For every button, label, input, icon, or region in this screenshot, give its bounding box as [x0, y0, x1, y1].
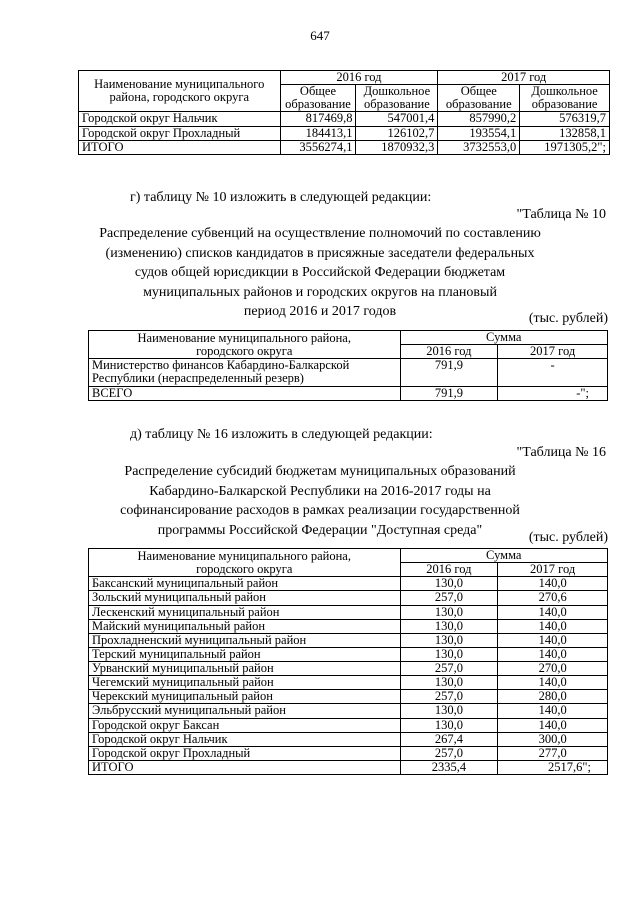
paragraph-g: г) таблицу № 10 изложить в следующей редакции:	[130, 190, 432, 205]
table-row: Министерство финансов Кабардино-Балкарской Республики (нераспределенный резерв) 791,9 -	[89, 359, 608, 386]
table10-header-name: Наименование муниципального района, городского округа	[89, 331, 401, 359]
table-row: Городской округ Нальчик 817469,8 547001,4 857990,2 576319,7	[79, 112, 610, 126]
table9-sub1: Общее образование	[280, 85, 356, 112]
table9-year1: 2016 год	[280, 71, 438, 85]
table9-sub3: Общее образование	[438, 85, 520, 112]
table9-sub4: Дошкольное образование	[520, 85, 610, 112]
table10-label: "Таблица № 10	[516, 207, 606, 222]
table-row: Майский муниципальный район 130,0 140,0	[89, 619, 608, 633]
table-row: Терский муниципальный район 130,0 140,0	[89, 647, 608, 661]
table-row: Эльбрусский муниципальный район 130,0 140,0	[89, 704, 608, 718]
table16-units: (тыс. рублей)	[528, 530, 608, 545]
table-row: ИТОГО 2335,4 2517,6";	[89, 760, 608, 774]
table-9	[78, 70, 610, 155]
table16-header-name: Наименование муниципального района, городского округа	[89, 549, 401, 577]
paragraph-d: д) таблицу № 16 изложить в следующей редакции:	[130, 427, 433, 442]
table10-units: (тыс. рублей)	[528, 311, 608, 326]
table16-label: "Таблица № 16	[516, 445, 606, 460]
table-row: Городской округ Нальчик 267,4 300,0	[89, 732, 608, 746]
table-row: Зольский муниципальный район 257,0 270,6	[89, 591, 608, 605]
table-row: Чегемский муниципальный район 130,0 140,0	[89, 676, 608, 690]
table-row: ВСЕГО 791,9 -";	[89, 386, 608, 400]
page-number: 647	[310, 28, 330, 43]
table-row: Лескенский муниципальный район 130,0 140,0	[89, 605, 608, 619]
table-row: Городской округ Прохладный 257,0 277,0	[89, 746, 608, 760]
table-row: Черекский муниципальный район 257,0 280,0	[89, 690, 608, 704]
table10-year2: 2017 год	[498, 345, 608, 359]
table9-sub2: Дошкольное образование	[356, 85, 438, 112]
table16-sum-header: Сумма	[400, 549, 608, 563]
table-10	[88, 330, 608, 401]
table-row: Баксанский муниципальный район 130,0 140,0	[89, 577, 608, 591]
table-16	[88, 548, 608, 775]
table16-year1: 2016 год	[400, 563, 498, 577]
table-row: Городской округ Прохладный 184413,1 126102,7 193554,1 132858,1	[79, 126, 610, 140]
table10-year1: 2016 год	[400, 345, 498, 359]
table-row: ИТОГО 3556274,1 1870932,3 3732553,0 1971305,2";	[79, 140, 610, 154]
table10-title: Распределение субвенций на осуществление полномочий по составлению (изменению) списков кандидатов в присяжные заседатели федеральных судов общей юрисдикции в Российской Федерации бюджетам муниципальных районов и городских округов на плановый период 2016 и 2017 годов	[99, 226, 541, 320]
table-row: Урванский муниципальный район 257,0 270,0	[89, 662, 608, 676]
table16-title: Распределение субсидий бюджетам муниципальных образований Кабардино-Балкарской Республики на 2016-2017 годы на софинансирование расходов в рамках реализации государственной программы Российской Федерации "Доступная среда"	[120, 464, 520, 538]
table10-sum-header: Сумма	[400, 331, 607, 345]
table16-year2: 2017 год	[498, 563, 608, 577]
table-row: Городской округ Баксан 130,0 140,0	[89, 718, 608, 732]
table-row: Прохладненский муниципальный район 130,0 140,0	[89, 633, 608, 647]
table9-year2: 2017 год	[438, 71, 610, 85]
table9-header-name: Наименование муниципального района, городского округа	[79, 71, 281, 112]
